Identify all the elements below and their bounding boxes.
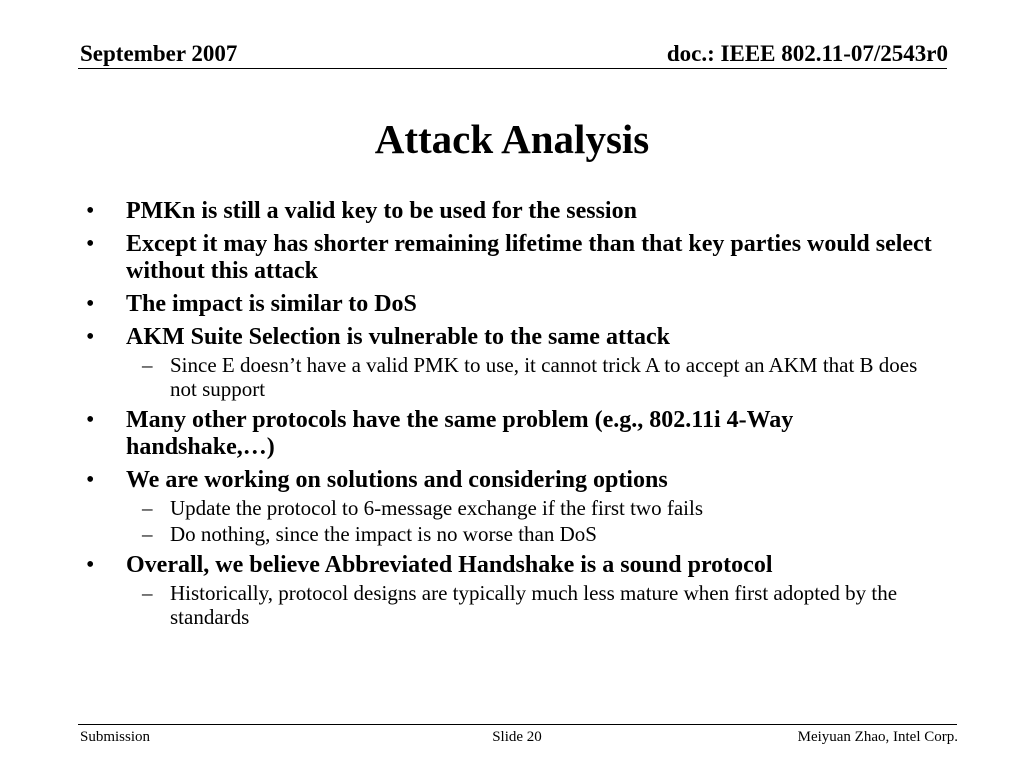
bullet-text: AKM Suite Selection is vulnerable to the same attack	[126, 324, 670, 350]
footer-author: Meiyuan Zhao, Intel Corp.	[797, 729, 958, 745]
sub-bullet-text: Since E doesn’t have a valid PMK to use, it cannot trick A to accept an AKM that B does not support	[170, 353, 918, 401]
footer-submission: Submission	[80, 729, 151, 745]
bullet-marker: •	[86, 231, 95, 257]
footer-divider	[78, 724, 957, 725]
bullet-item	[86, 324, 946, 351]
bullet-text: Except it may has shorter remaining lifetime than that key parties would select without this attack	[126, 231, 932, 284]
sub-bullet-item	[86, 581, 946, 629]
bullet-item	[86, 291, 946, 318]
footer-slide-number: Slide 20	[492, 729, 542, 745]
sub-bullet-marker: –	[142, 353, 153, 377]
sub-bullet-marker: –	[142, 522, 153, 546]
bullet-text: We are working on solutions and considering options	[126, 467, 668, 493]
bullet-item	[86, 552, 946, 579]
header-doc-id: doc.: IEEE 802.11-07/2543r0	[666, 41, 948, 66]
sub-bullet-marker: –	[142, 581, 153, 605]
sub-bullet-item	[86, 522, 946, 546]
sub-bullet-item	[86, 353, 946, 401]
bullet-item	[86, 198, 946, 225]
slide-title: Attack Analysis	[374, 116, 650, 162]
bullet-marker: •	[86, 198, 95, 224]
bullet-marker: •	[86, 552, 95, 578]
sub-bullet-marker: –	[142, 496, 153, 520]
bullet-item	[86, 231, 946, 285]
bullet-item	[86, 467, 946, 494]
bullet-text: PMKn is still a valid key to be used for the session	[126, 198, 637, 224]
bullet-marker: •	[86, 291, 95, 317]
bullet-text: The impact is similar to DoS	[126, 291, 417, 317]
bullet-marker: •	[86, 407, 95, 433]
bullet-text: Many other protocols have the same problem (e.g., 802.11i 4-Way handshake,…)	[126, 407, 794, 460]
sub-bullet-text: Update the protocol to 6-message exchange if the first two fails	[170, 496, 703, 520]
bullet-marker: •	[86, 467, 95, 493]
sub-bullet-item	[86, 496, 946, 520]
slide-body	[86, 198, 946, 635]
bullet-item	[86, 407, 946, 461]
bullet-marker: •	[86, 324, 95, 350]
header-date: September 2007	[80, 41, 238, 66]
sub-bullet-text: Historically, protocol designs are typically much less mature when first adopted by the standards	[170, 581, 898, 629]
sub-bullet-text: Do nothing, since the impact is no worse than DoS	[170, 522, 597, 546]
header-divider	[78, 68, 947, 69]
bullet-text: Overall, we believe Abbreviated Handshake is a sound protocol	[126, 552, 773, 578]
